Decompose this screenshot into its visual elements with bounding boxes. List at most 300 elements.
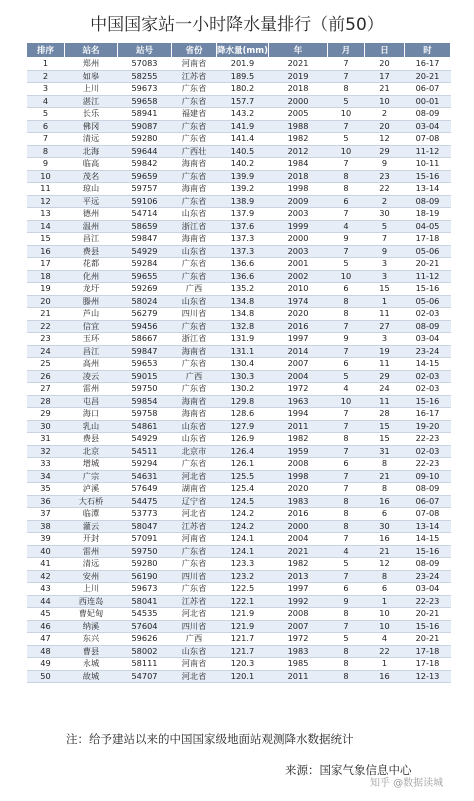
table-row (27, 83, 451, 96)
cell-day: 11 (365, 308, 405, 321)
cell-hour: 13-14 (405, 520, 451, 533)
cell-day: 10 (365, 95, 405, 108)
cell-station-name: 大石桥 (65, 495, 118, 508)
cell-province: 广东省 (172, 195, 217, 208)
cell-year: 2008 (269, 608, 328, 621)
cell-station-id: 59087 (118, 120, 172, 133)
cell-station-name: 雷州 (65, 545, 118, 558)
table-row (27, 195, 451, 208)
cell-hour: 14-15 (405, 358, 451, 371)
cell-day: 15 (365, 283, 405, 296)
cell-rank: 14 (27, 220, 65, 233)
table-row (27, 483, 451, 496)
cell-station-name: 海口 (65, 408, 118, 421)
cell-day: 15 (365, 420, 405, 433)
cell-station-name: 临高 (65, 158, 118, 171)
cell-year: 2004 (269, 370, 328, 383)
table-row (27, 120, 451, 133)
cell-province: 海南省 (172, 345, 217, 358)
cell-station-id: 59673 (118, 83, 172, 96)
cell-month: 7 (328, 570, 365, 583)
cell-province: 广东省 (172, 120, 217, 133)
cell-station-id: 58941 (118, 108, 172, 121)
cell-year: 1985 (269, 658, 328, 671)
cell-station-id: 59758 (118, 408, 172, 421)
cell-rank: 38 (27, 520, 65, 533)
cell-month: 10 (328, 145, 365, 158)
header-station-id: 站号 (118, 43, 172, 58)
cell-hour: 23-24 (405, 570, 451, 583)
cell-province: 江苏省 (172, 70, 217, 83)
cell-rank: 7 (27, 133, 65, 146)
cell-rainfall: 128.6 (217, 408, 269, 421)
cell-province: 广东省 (172, 558, 217, 571)
cell-province: 海南省 (172, 408, 217, 421)
table-row (27, 158, 451, 171)
cell-station-name: 灌云 (65, 520, 118, 533)
cell-rainfall: 120.3 (217, 658, 269, 671)
cell-month: 4 (328, 545, 365, 558)
cell-station-name: 清远 (65, 558, 118, 571)
cell-month: 8 (328, 508, 365, 521)
cell-year: 2001 (269, 258, 328, 271)
cell-hour: 15-16 (405, 395, 451, 408)
cell-station-name: 茂名 (65, 170, 118, 183)
cell-station-name: 临潭 (65, 508, 118, 521)
cell-rank: 24 (27, 345, 65, 358)
table-row (27, 495, 451, 508)
table-row (27, 520, 451, 533)
cell-month: 7 (328, 408, 365, 421)
cell-day: 3 (365, 333, 405, 346)
cell-rank: 6 (27, 120, 65, 133)
cell-station-name: 温州 (65, 220, 118, 233)
table-row (27, 58, 451, 71)
cell-year: 1997 (269, 583, 328, 596)
cell-station-id: 59294 (118, 458, 172, 471)
cell-day: 16 (365, 495, 405, 508)
table-row (27, 408, 451, 421)
cell-rainfall: 126.1 (217, 458, 269, 471)
cell-station-id: 59280 (118, 558, 172, 571)
cell-hour: 05-06 (405, 245, 451, 258)
cell-hour: 02-03 (405, 445, 451, 458)
cell-rainfall: 141.4 (217, 133, 269, 146)
table-row (27, 508, 451, 521)
cell-rank: 5 (27, 108, 65, 121)
cell-year: 2009 (269, 195, 328, 208)
cell-day: 15 (365, 433, 405, 446)
cell-day: 29 (365, 145, 405, 158)
cell-day: 30 (365, 208, 405, 221)
cell-rank: 2 (27, 70, 65, 83)
cell-province: 广东省 (172, 383, 217, 396)
cell-station-name: 平远 (65, 195, 118, 208)
cell-station-id: 54929 (118, 433, 172, 446)
cell-hour: 19-20 (405, 420, 451, 433)
cell-province: 山东省 (172, 245, 217, 258)
cell-station-id: 59659 (118, 170, 172, 183)
cell-month: 10 (328, 270, 365, 283)
cell-hour: 09-10 (405, 470, 451, 483)
cell-day: 3 (365, 270, 405, 283)
table-row (27, 358, 451, 371)
cell-rainfall: 132.8 (217, 320, 269, 333)
cell-day: 10 (365, 608, 405, 621)
cell-day: 1 (365, 595, 405, 608)
cell-year: 2016 (269, 508, 328, 521)
cell-rank: 19 (27, 283, 65, 296)
cell-year: 2016 (269, 320, 328, 333)
cell-hour: 23-24 (405, 345, 451, 358)
cell-hour: 08-09 (405, 483, 451, 496)
cell-rank: 44 (27, 595, 65, 608)
cell-rank: 36 (27, 495, 65, 508)
cell-hour: 20-21 (405, 608, 451, 621)
table-row (27, 108, 451, 121)
cell-month: 7 (328, 445, 365, 458)
cell-rank: 11 (27, 183, 65, 196)
cell-month: 6 (328, 283, 365, 296)
cell-hour: 15-16 (405, 283, 451, 296)
cell-station-name: 佛冈 (65, 120, 118, 133)
page-title: 中国国家站一小时降水量排行（前50） (90, 15, 384, 35)
cell-station-id: 54631 (118, 470, 172, 483)
table-row (27, 558, 451, 571)
cell-rainfall: 124.2 (217, 520, 269, 533)
header-day: 日 (365, 43, 405, 58)
table-row (27, 620, 451, 633)
cell-hour: 02-03 (405, 308, 451, 321)
cell-rank: 16 (27, 245, 65, 258)
cell-hour: 06-07 (405, 495, 451, 508)
cell-rainfall: 137.3 (217, 245, 269, 258)
cell-province: 河北省 (172, 670, 217, 683)
cell-day: 6 (365, 508, 405, 521)
cell-day: 23 (365, 170, 405, 183)
cell-rainfall: 136.6 (217, 270, 269, 283)
cell-rainfall: 122.1 (217, 595, 269, 608)
table-row (27, 283, 451, 296)
header-month: 月 (328, 43, 365, 58)
cell-station-name: 纳溪 (65, 620, 118, 633)
cell-year: 2008 (269, 458, 328, 471)
cell-hour: 03-04 (405, 120, 451, 133)
cell-day: 20 (365, 120, 405, 133)
cell-station-id: 54535 (118, 608, 172, 621)
cell-month: 8 (328, 83, 365, 96)
cell-station-name: 乳山 (65, 420, 118, 433)
cell-station-id: 57649 (118, 483, 172, 496)
table-row (27, 608, 451, 621)
cell-year: 1994 (269, 408, 328, 421)
cell-station-name: 清远 (65, 133, 118, 146)
cell-month: 7 (328, 245, 365, 258)
cell-month: 9 (328, 233, 365, 246)
cell-station-id: 54475 (118, 495, 172, 508)
cell-month: 7 (328, 320, 365, 333)
cell-month: 9 (328, 333, 365, 346)
cell-rainfall: 124.2 (217, 508, 269, 521)
cell-day: 9 (365, 245, 405, 258)
cell-month: 8 (328, 520, 365, 533)
watermark: 知乎 @数据读城 (370, 778, 444, 789)
cell-station-id: 58041 (118, 595, 172, 608)
cell-province: 福建省 (172, 108, 217, 121)
cell-station-id: 59284 (118, 258, 172, 271)
table-row (27, 420, 451, 433)
cell-day: 11 (365, 358, 405, 371)
cell-hour: 07-08 (405, 133, 451, 146)
cell-rank: 35 (27, 483, 65, 496)
cell-province: 浙江省 (172, 333, 217, 346)
cell-rainfall: 125.4 (217, 483, 269, 496)
cell-rank: 3 (27, 83, 65, 96)
cell-year: 1999 (269, 220, 328, 233)
cell-station-id: 58255 (118, 70, 172, 83)
cell-station-name: 长乐 (65, 108, 118, 121)
cell-year: 2021 (269, 58, 328, 71)
cell-rank: 32 (27, 445, 65, 458)
table-row (27, 445, 451, 458)
cell-day: 8 (365, 458, 405, 471)
cell-day: 22 (365, 645, 405, 658)
cell-day: 22 (365, 183, 405, 196)
cell-province: 广东省 (172, 95, 217, 108)
cell-station-id: 57091 (118, 533, 172, 546)
cell-station-name: 上川 (65, 83, 118, 96)
cell-province: 海南省 (172, 395, 217, 408)
cell-station-name: 高州 (65, 358, 118, 371)
cell-province: 河南省 (172, 533, 217, 546)
cell-year: 1983 (269, 645, 328, 658)
cell-station-id: 59842 (118, 158, 172, 171)
cell-month: 7 (328, 483, 365, 496)
cell-rainfall: 135.2 (217, 283, 269, 296)
cell-station-id: 59757 (118, 183, 172, 196)
cell-rank: 33 (27, 458, 65, 471)
cell-station-id: 59456 (118, 320, 172, 333)
cell-station-id: 54714 (118, 208, 172, 221)
source-line: 来源：国家气象信息中心 (285, 763, 412, 777)
cell-rank: 13 (27, 208, 65, 221)
cell-rank: 41 (27, 558, 65, 571)
cell-day: 24 (365, 383, 405, 396)
cell-month: 8 (328, 608, 365, 621)
cell-rainfall: 137.9 (217, 208, 269, 221)
cell-month: 10 (328, 108, 365, 121)
cell-day: 28 (365, 408, 405, 421)
cell-province: 广西壮 (172, 145, 217, 158)
cell-year: 1972 (269, 383, 328, 396)
cell-station-id: 58002 (118, 645, 172, 658)
cell-station-id: 56190 (118, 570, 172, 583)
cell-station-id: 59673 (118, 583, 172, 596)
cell-rank: 27 (27, 383, 65, 396)
cell-year: 1998 (269, 183, 328, 196)
cell-day: 31 (365, 445, 405, 458)
cell-station-id: 57604 (118, 620, 172, 633)
header-year: 年 (269, 43, 328, 58)
cell-rainfall: 123.3 (217, 558, 269, 571)
cell-rank: 40 (27, 545, 65, 558)
cell-station-id: 59658 (118, 95, 172, 108)
cell-province: 浙江省 (172, 220, 217, 233)
cell-year: 1988 (269, 120, 328, 133)
cell-rank: 12 (27, 195, 65, 208)
cell-rank: 22 (27, 320, 65, 333)
cell-day: 10 (365, 620, 405, 633)
cell-year: 2020 (269, 308, 328, 321)
cell-rank: 47 (27, 633, 65, 646)
cell-province: 广东省 (172, 83, 217, 96)
cell-hour: 13-14 (405, 183, 451, 196)
table-row (27, 670, 451, 683)
cell-rank: 45 (27, 608, 65, 621)
cell-rank: 30 (27, 420, 65, 433)
table-row (27, 395, 451, 408)
cell-year: 2000 (269, 520, 328, 533)
table-row (27, 583, 451, 596)
cell-rank: 31 (27, 433, 65, 446)
table-row (27, 145, 451, 158)
cell-station-name: 东兴 (65, 633, 118, 646)
cell-province: 江苏省 (172, 520, 217, 533)
cell-year: 1959 (269, 445, 328, 458)
cell-day: 16 (365, 670, 405, 683)
cell-station-id: 59750 (118, 545, 172, 558)
cell-station-name: 德州 (65, 208, 118, 221)
cell-province: 广西 (172, 370, 217, 383)
cell-station-id: 59655 (118, 270, 172, 283)
header-station-name: 站名 (65, 43, 118, 58)
cell-rainfall: 123.2 (217, 570, 269, 583)
cell-day: 2 (365, 195, 405, 208)
cell-province: 山东省 (172, 208, 217, 221)
cell-station-name: 费县 (65, 433, 118, 446)
cell-hour: 04-05 (405, 220, 451, 233)
cell-year: 1972 (269, 633, 328, 646)
cell-year: 1982 (269, 433, 328, 446)
cell-station-name: 北京 (65, 445, 118, 458)
cell-month: 7 (328, 345, 365, 358)
cell-province: 山东省 (172, 645, 217, 658)
cell-station-id: 53773 (118, 508, 172, 521)
cell-province: 广东省 (172, 270, 217, 283)
cell-station-id: 57083 (118, 58, 172, 71)
cell-hour: 15-16 (405, 620, 451, 633)
cell-year: 2019 (269, 70, 328, 83)
cell-year: 2000 (269, 95, 328, 108)
cell-month: 8 (328, 658, 365, 671)
cell-rainfall: 134.8 (217, 308, 269, 321)
cell-rank: 1 (27, 58, 65, 71)
cell-station-id: 59626 (118, 633, 172, 646)
cell-hour: 02-03 (405, 383, 451, 396)
cell-year: 2011 (269, 670, 328, 683)
cell-station-name: 信宜 (65, 320, 118, 333)
cell-rainfall: 134.8 (217, 295, 269, 308)
cell-rainfall: 130.3 (217, 370, 269, 383)
cell-day: 1 (365, 658, 405, 671)
table-row (27, 183, 451, 196)
cell-station-name: 费县 (65, 245, 118, 258)
table-row (27, 170, 451, 183)
cell-hour: 16-17 (405, 58, 451, 71)
cell-hour: 22-23 (405, 595, 451, 608)
table-row (27, 208, 451, 221)
cell-day: 7 (365, 233, 405, 246)
cell-day: 8 (365, 483, 405, 496)
cell-hour: 20-21 (405, 258, 451, 271)
cell-day: 21 (365, 83, 405, 96)
cell-province: 广东省 (172, 170, 217, 183)
table-row (27, 645, 451, 658)
cell-station-id: 59750 (118, 383, 172, 396)
cell-rank: 50 (27, 670, 65, 683)
cell-month: 7 (328, 533, 365, 546)
cell-year: 1982 (269, 558, 328, 571)
cell-station-id: 59644 (118, 145, 172, 158)
cell-station-id: 58667 (118, 333, 172, 346)
cell-province: 广西 (172, 283, 217, 296)
cell-province: 河北省 (172, 470, 217, 483)
cell-province: 河南省 (172, 658, 217, 671)
cell-year: 2000 (269, 233, 328, 246)
cell-day: 11 (365, 395, 405, 408)
cell-station-name: 西连岛 (65, 595, 118, 608)
table-row (27, 433, 451, 446)
table-row (27, 633, 451, 646)
cell-day: 6 (365, 583, 405, 596)
cell-rank: 10 (27, 170, 65, 183)
cell-rainfall: 189.5 (217, 70, 269, 83)
cell-year: 2020 (269, 483, 328, 496)
cell-station-name: 永城 (65, 658, 118, 671)
cell-station-id: 58659 (118, 220, 172, 233)
table-row (27, 595, 451, 608)
cell-hour: 06-07 (405, 83, 451, 96)
cell-rainfall: 130.2 (217, 383, 269, 396)
cell-year: 1982 (269, 133, 328, 146)
cell-station-id: 59269 (118, 283, 172, 296)
cell-rainfall: 131.9 (217, 333, 269, 346)
cell-hour: 17-18 (405, 658, 451, 671)
cell-rainfall: 157.7 (217, 95, 269, 108)
cell-station-id: 59280 (118, 133, 172, 146)
cell-province: 海南省 (172, 233, 217, 246)
cell-hour: 02-03 (405, 370, 451, 383)
cell-rank: 48 (27, 645, 65, 658)
cell-month: 6 (328, 195, 365, 208)
cell-month: 8 (328, 170, 365, 183)
cell-hour: 16-17 (405, 408, 451, 421)
cell-province: 山东省 (172, 420, 217, 433)
header-rainfall: 降水量(mm) (217, 43, 269, 58)
cell-month: 6 (328, 583, 365, 596)
cell-hour: 03-04 (405, 583, 451, 596)
cell-day: 8 (365, 570, 405, 583)
cell-year: 2018 (269, 83, 328, 96)
cell-station-id: 58111 (118, 658, 172, 671)
table-row (27, 333, 451, 346)
cell-station-name: 广宗 (65, 470, 118, 483)
cell-hour: 08-09 (405, 320, 451, 333)
table-row (27, 133, 451, 146)
cell-rainfall: 180.2 (217, 83, 269, 96)
cell-hour: 03-04 (405, 333, 451, 346)
cell-month: 8 (328, 495, 365, 508)
